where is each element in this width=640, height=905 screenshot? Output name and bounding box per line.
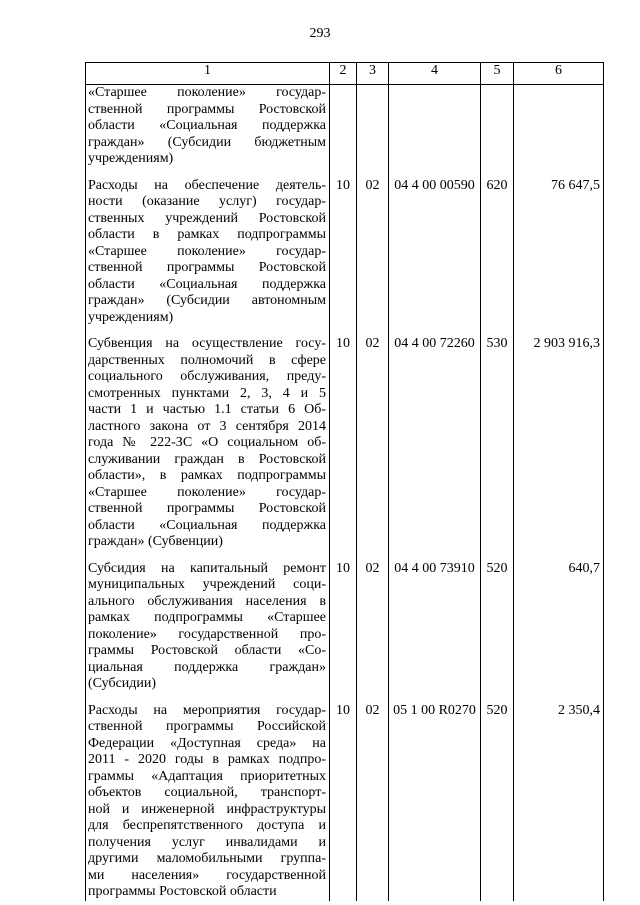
- description-line: Федерации «Доступная среда» на: [88, 735, 326, 751]
- subsection-code: 02: [357, 699, 389, 901]
- description-line: области «Социальная поддержка: [88, 118, 326, 133]
- amount: 2 903 916,3: [514, 332, 604, 557]
- expense-type-code: 620: [481, 174, 514, 333]
- description-line: области «Социальная поддержка: [88, 517, 326, 533]
- description-line: ального обслуживания населения в: [88, 593, 326, 609]
- description-line: (Субсидии): [88, 676, 157, 691]
- description-line: области в рамках подпрограммы: [88, 227, 326, 242]
- description-line: граждан» (Субсидии автономным: [88, 293, 326, 308]
- column-header: 2: [330, 63, 357, 85]
- column-header: 6: [514, 63, 604, 85]
- description-line: граждан» (Субвенции): [88, 534, 223, 549]
- description-line: служивании граждан в Ростовской: [88, 451, 326, 467]
- table-row: [86, 699, 604, 901]
- description-line: другими маломобильными группа-: [88, 851, 326, 866]
- description-line: ной и инженерной инфраструктуры: [88, 801, 326, 817]
- subsection-code: 02: [357, 557, 389, 699]
- description-line: программы Ростовской области: [88, 884, 277, 899]
- description-line: граммы Ростовской области «Со-: [88, 643, 326, 658]
- row-description: [86, 557, 330, 699]
- target-article-code: 05 1 00 R0270: [389, 699, 481, 901]
- budget-table: [85, 62, 604, 901]
- description-line: учреждениям): [88, 151, 174, 166]
- expense-type-code: 520: [481, 699, 514, 901]
- table-row: [86, 85, 604, 174]
- description-line: получения услуг инвалидами и: [88, 834, 326, 850]
- amount: [514, 85, 604, 174]
- row-description: [86, 699, 330, 901]
- column-header: 4: [389, 63, 481, 85]
- amount: 640,7: [514, 557, 604, 699]
- row-description: [86, 332, 330, 557]
- description-line: ности (оказание услуг) государ-: [88, 194, 326, 209]
- description-line: ственной программы Российской: [88, 719, 326, 734]
- table-row: [86, 174, 604, 333]
- description-line: года № 222-ЗС «О социальном об-: [88, 435, 326, 450]
- row-description: [86, 85, 330, 174]
- description-line: части 1 и частью 1.1 статьи 6 Об-: [88, 402, 326, 417]
- table-header: [86, 63, 604, 85]
- description-line: объектов социальной, транспорт-: [88, 785, 326, 800]
- description-line: «Старшее поколение» государ-: [88, 243, 326, 259]
- column-header: 5: [481, 63, 514, 85]
- table-body: [86, 85, 604, 901]
- description-line: учреждениям): [88, 309, 174, 325]
- description-line: для беспрепятственного доступа и: [88, 818, 326, 833]
- table-row: [86, 557, 604, 699]
- description-line: ственных учреждений Ростовской: [88, 210, 326, 226]
- amount: 76 647,5: [514, 174, 604, 333]
- description-line: муниципальных учреждений соци-: [88, 577, 326, 592]
- description-line: дарственных полномочий в сфере: [88, 352, 326, 368]
- description-line: циальная поддержка граждан»: [88, 659, 326, 675]
- expense-type-code: 520: [481, 557, 514, 699]
- description-line: Расходы на мероприятия государ-: [88, 702, 326, 718]
- description-line: ми населения» государственной: [88, 867, 326, 883]
- description-line: 2011 - 2020 годы в рамках подпро-: [88, 752, 326, 767]
- subsection-code: 02: [357, 332, 389, 557]
- description-line: ственной программы Ростовской: [88, 501, 326, 516]
- description-line: ственной программы Ростовской: [88, 101, 326, 117]
- section-code: 10: [330, 557, 357, 699]
- expense-type-code: 530: [481, 332, 514, 557]
- column-header: 1: [86, 63, 330, 85]
- section-code: 10: [330, 699, 357, 901]
- description-line: рамках подпрограммы «Старшее: [88, 610, 326, 625]
- page-number: 293: [309, 26, 331, 41]
- description-line: Субсидия на капитальный ремонт: [88, 560, 326, 576]
- target-article-code: [389, 85, 481, 174]
- description-line: граждан» (Субсидии бюджетным: [88, 134, 326, 150]
- description-line: «Старшее поколение» государ-: [88, 484, 326, 500]
- table-row: [86, 332, 604, 557]
- section-code: 10: [330, 174, 357, 333]
- description-line: смотренных пунктами 2, 3, 4 и 5: [88, 385, 326, 401]
- subsection-code: 02: [357, 174, 389, 333]
- target-article-code: 04 4 00 00590: [389, 174, 481, 333]
- description-line: Субвенция на осуществление госу-: [88, 336, 326, 351]
- description-line: ственной программы Ростовской: [88, 260, 326, 275]
- description-line: ластного закона от 3 сентября 2014: [88, 418, 326, 434]
- target-article-code: 04 4 00 73910: [389, 557, 481, 699]
- section-code: [330, 85, 357, 174]
- row-description: [86, 174, 330, 333]
- description-line: социального обслуживания, преду-: [88, 369, 326, 384]
- description-line: граммы «Адаптация приоритетных: [88, 768, 326, 784]
- description-line: поколение» государственной про-: [88, 626, 326, 642]
- subsection-code: [357, 85, 389, 174]
- target-article-code: 04 4 00 72260: [389, 332, 481, 557]
- amount: 2 350,4: [514, 699, 604, 901]
- column-header: 3: [357, 63, 389, 85]
- description-line: Расходы на обеспечение деятель-: [88, 177, 326, 193]
- description-line: области», в рамках подпрограммы: [88, 468, 326, 483]
- section-code: 10: [330, 332, 357, 557]
- description-line: области «Социальная поддержка: [88, 276, 326, 292]
- description-line: «Старшее поколение» государ-: [88, 85, 326, 100]
- expense-type-code: [481, 85, 514, 174]
